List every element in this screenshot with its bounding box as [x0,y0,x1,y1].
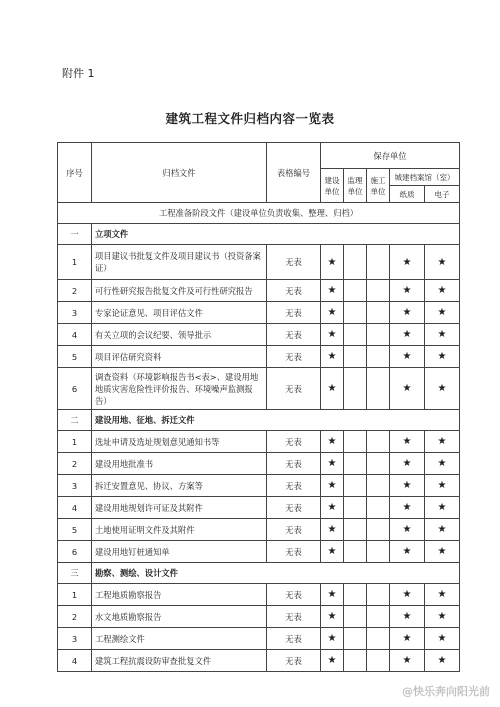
paper-mark: ★ [390,280,425,302]
elec-mark: ★ [425,431,460,453]
item-form: 无表 [267,497,321,519]
table-row [58,245,460,280]
item-form: 无表 [267,431,321,453]
header-construct: 施工单位 [367,169,390,203]
construct-mark [367,628,390,650]
paper-mark: ★ [390,245,425,280]
supervise-mark [344,280,367,302]
item-number: 1 [58,431,92,453]
item-form: 无表 [267,280,321,302]
section-number: 三 [58,563,92,584]
table-row [58,368,460,410]
supervise-mark [344,431,367,453]
item-form: 无表 [267,475,321,497]
construct-mark [367,606,390,628]
item-name: 选址申请及选址规划意见通知书等 [92,431,267,453]
elec-mark: ★ [425,497,460,519]
item-number: 1 [58,584,92,606]
table-row [58,431,460,453]
header-file: 归档文件 [92,143,267,203]
elec-mark: ★ [425,606,460,628]
paper-mark: ★ [390,368,425,410]
construct-mark [367,245,390,280]
item-number: 4 [58,324,92,346]
build-mark: ★ [321,519,344,541]
header-keep: 保存单位 [321,143,460,169]
item-number: 4 [58,497,92,519]
supervise-mark [344,519,367,541]
supervise-mark [344,368,367,410]
table-row [58,346,460,368]
item-name: 拆迁安置意见、协议、方案等 [92,475,267,497]
build-mark: ★ [321,475,344,497]
item-name: 项目评估研究资料 [92,346,267,368]
section-label: 建设用地、征地、拆迁文件 [92,410,460,431]
build-mark: ★ [321,606,344,628]
construct-mark [367,497,390,519]
table-row [58,280,460,302]
item-name: 可行性研究报告批复文件及可行性研究报告 [92,280,267,302]
item-name: 建筑工程抗震设防审查批复文件 [92,650,267,672]
item-name: 建设用地批准书 [92,453,267,475]
item-number: 3 [58,302,92,324]
supervise-mark [344,346,367,368]
paper-mark: ★ [390,606,425,628]
table-row [58,302,460,324]
item-name: 项目建议书批复文件及项目建议书（投资备案证） [92,245,267,280]
item-number: 2 [58,280,92,302]
paper-mark: ★ [390,475,425,497]
item-number: 5 [58,346,92,368]
section-row [58,563,460,584]
header-form: 表格编号 [267,143,321,203]
header-paper: 纸质 [390,186,425,203]
build-mark: ★ [321,245,344,280]
supervise-mark [344,453,367,475]
build-mark: ★ [321,346,344,368]
supervise-mark [344,606,367,628]
item-form: 无表 [267,628,321,650]
build-mark: ★ [321,280,344,302]
elec-mark: ★ [425,628,460,650]
item-number: 5 [58,519,92,541]
supervise-mark [344,245,367,280]
attachment-label: 附件 1 [62,67,95,80]
table-row [58,628,460,650]
item-name: 专家论证意见、项目评估文件 [92,302,267,324]
paper-mark: ★ [390,431,425,453]
supervise-mark [344,541,367,563]
elec-mark: ★ [425,346,460,368]
elec-mark: ★ [425,302,460,324]
elec-mark: ★ [425,245,460,280]
header-elec: 电子 [425,186,460,203]
item-number: 3 [58,475,92,497]
paper-mark: ★ [390,650,425,672]
elec-mark: ★ [425,280,460,302]
elec-mark: ★ [425,453,460,475]
paper-mark: ★ [390,497,425,519]
paper-mark: ★ [390,541,425,563]
item-name: 建设用地规划许可证及其附件 [92,497,267,519]
build-mark: ★ [321,324,344,346]
supervise-mark [344,584,367,606]
page-title: 建筑工程文件归档内容一览表 [165,111,335,126]
item-number: 2 [58,606,92,628]
supervise-mark [344,475,367,497]
construct-mark [367,431,390,453]
paper-mark: ★ [390,324,425,346]
item-name: 土地使用证明文件及其附件 [92,519,267,541]
item-name: 建设用地钉桩通知单 [92,541,267,563]
section-label: 勘察、测绘、设计文件 [92,563,460,584]
header-seq: 序号 [58,143,92,203]
section-row [58,410,460,431]
item-number: 6 [58,541,92,563]
item-name: 调查资料（环境影响报告书<表>、建设用地地质灾害危险性评价报告、环境噪声监测报告） [92,368,267,410]
table-row [58,541,460,563]
table-row [58,475,460,497]
item-name: 水文地质勘察报告 [92,606,267,628]
elec-mark: ★ [425,541,460,563]
supervise-mark [344,628,367,650]
watermark: @快乐奔向阳光前 [402,685,490,698]
construct-mark [367,453,390,475]
construct-mark [367,302,390,324]
item-number: 3 [58,628,92,650]
header-build: 建设单位 [321,169,344,203]
supervise-mark [344,497,367,519]
table-row [58,519,460,541]
construct-mark [367,650,390,672]
build-mark: ★ [321,302,344,324]
supervise-mark [344,302,367,324]
item-form: 无表 [267,650,321,672]
build-mark: ★ [321,453,344,475]
item-form: 无表 [267,245,321,280]
item-name: 有关立项的会议纪要、领导批示 [92,324,267,346]
build-mark: ★ [321,497,344,519]
paper-mark: ★ [390,628,425,650]
elec-mark: ★ [425,324,460,346]
item-form: 无表 [267,584,321,606]
table-row [58,324,460,346]
table-row [58,497,460,519]
section-label: 立项文件 [92,224,460,245]
construct-mark [367,346,390,368]
elec-mark: ★ [425,368,460,410]
supervise-mark [344,650,367,672]
table-row [58,650,460,672]
construct-mark [367,368,390,410]
item-form: 无表 [267,346,321,368]
paper-mark: ★ [390,519,425,541]
supervise-mark [344,324,367,346]
construct-mark [367,541,390,563]
item-form: 无表 [267,541,321,563]
table-row [58,453,460,475]
section-number: 二 [58,410,92,431]
construct-mark [367,475,390,497]
header-archive: 城建档案馆（室） [390,169,460,186]
build-mark: ★ [321,541,344,563]
paper-mark: ★ [390,453,425,475]
item-number: 4 [58,650,92,672]
elec-mark: ★ [425,650,460,672]
table-row [58,606,460,628]
build-mark: ★ [321,628,344,650]
build-mark: ★ [321,584,344,606]
build-mark: ★ [321,650,344,672]
header-supervise: 监理单位 [344,169,367,203]
section-row [58,224,460,245]
build-mark: ★ [321,431,344,453]
stage-heading: 工程准备阶段文件（建设单位负责收集、整理、归档） [58,203,460,224]
item-form: 无表 [267,324,321,346]
item-number: 2 [58,453,92,475]
construct-mark [367,280,390,302]
item-number: 6 [58,368,92,410]
paper-mark: ★ [390,346,425,368]
elec-mark: ★ [425,519,460,541]
archive-table [57,142,460,672]
item-form: 无表 [267,519,321,541]
section-number: 一 [58,224,92,245]
item-number: 1 [58,245,92,280]
item-name: 工程测绘文件 [92,628,267,650]
elec-mark: ★ [425,475,460,497]
construct-mark [367,584,390,606]
construct-mark [367,519,390,541]
construct-mark [367,324,390,346]
build-mark: ★ [321,368,344,410]
paper-mark: ★ [390,584,425,606]
item-name: 工程地质勘察报告 [92,584,267,606]
table-row [58,584,460,606]
item-form: 无表 [267,368,321,410]
item-form: 无表 [267,302,321,324]
elec-mark: ★ [425,584,460,606]
item-form: 无表 [267,453,321,475]
item-form: 无表 [267,606,321,628]
paper-mark: ★ [390,302,425,324]
